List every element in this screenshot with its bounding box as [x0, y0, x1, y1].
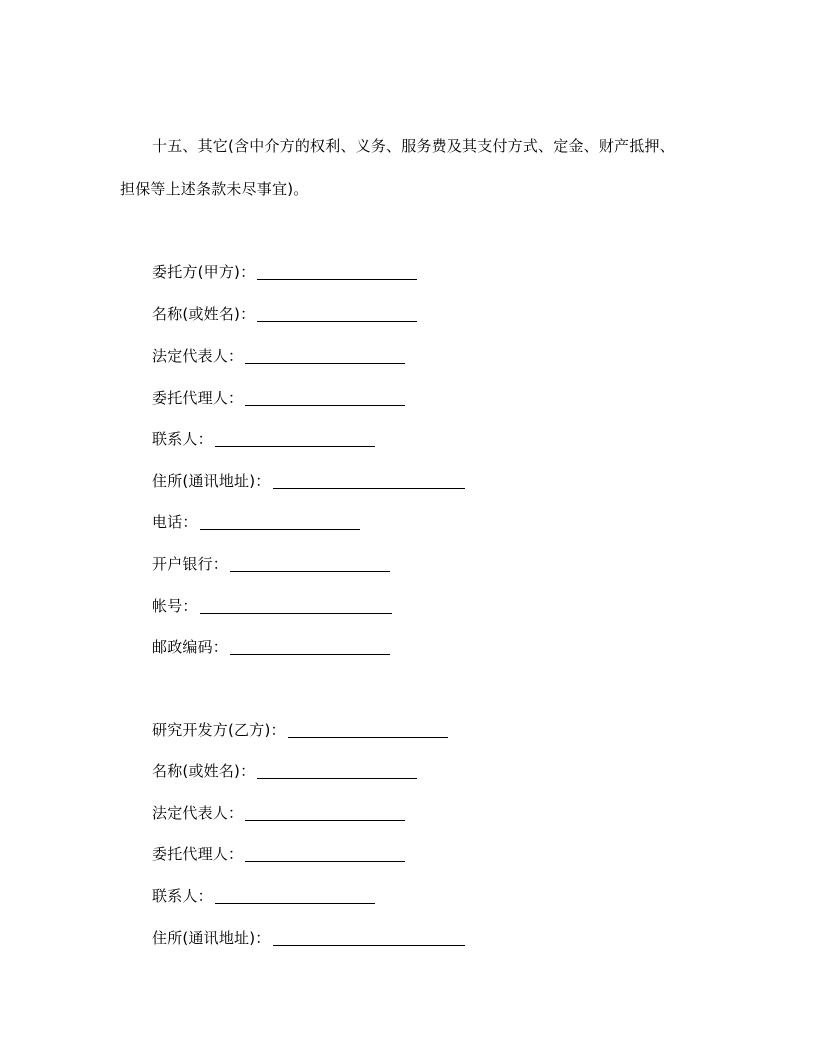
party-a-name-row [152, 302, 417, 324]
party-b-heading: 研究开发方(乙方)： [152, 721, 286, 739]
party-a-account-label: 帐号： [152, 597, 198, 615]
party-a-heading: 委托方(甲方)： [152, 263, 256, 281]
party-a-bank-label: 开户银行： [152, 555, 229, 573]
party-b-heading-blank[interactable] [288, 721, 448, 738]
party-b-contact-label: 联系人： [152, 887, 213, 905]
party-a-account-row [152, 594, 392, 616]
party-a-phone-blank[interactable] [200, 513, 360, 530]
party-b-name-row [152, 759, 417, 781]
party-a-phone-label: 电话： [152, 513, 198, 531]
party-a-address-blank[interactable] [273, 472, 465, 489]
party-a-contact-blank[interactable] [215, 430, 375, 447]
party-b-address-row [152, 926, 465, 948]
party-b-agent-blank[interactable] [245, 845, 405, 862]
party-b-contact-row [152, 884, 375, 906]
party-a-contact-label: 联系人： [152, 430, 213, 448]
party-a-legal-rep-label: 法定代表人： [152, 347, 244, 365]
party-a-address-label: 住所(通讯地址)： [152, 472, 271, 490]
party-a-bank-blank[interactable] [230, 555, 390, 572]
party-b-address-blank[interactable] [273, 929, 465, 946]
party-b-agent-label: 委托代理人： [152, 845, 244, 863]
party-a-name-blank[interactable] [257, 305, 417, 322]
party-b-legal-rep-blank[interactable] [245, 804, 405, 821]
party-a-postal-row [152, 635, 390, 657]
party-b-name-blank[interactable] [257, 762, 417, 779]
clause-line-2: 担保等上述条款未尽事宜)。 [120, 180, 309, 198]
party-a-agent-blank[interactable] [245, 389, 405, 406]
party-b-address-label: 住所(通讯地址)： [152, 929, 271, 947]
party-a-postal-blank[interactable] [230, 638, 390, 655]
party-a-bank-row [152, 552, 390, 574]
party-b-heading-row [152, 718, 448, 740]
party-a-legal-rep-blank[interactable] [245, 347, 405, 364]
party-b-contact-blank[interactable] [215, 887, 375, 904]
party-a-legal-rep-row [152, 344, 405, 366]
party-a-name-label: 名称(或姓名)： [152, 305, 256, 323]
party-b-legal-rep-label: 法定代表人： [152, 804, 244, 822]
party-a-contact-row [152, 427, 375, 449]
party-a-agent-row [152, 386, 405, 408]
party-a-heading-row [152, 260, 417, 282]
party-a-address-row [152, 469, 465, 491]
clause-line-1: 十五、其它(含中介方的权利、义务、服务费及其支付方式、定金、财产抵押、 [152, 137, 675, 155]
party-b-name-label: 名称(或姓名)： [152, 762, 256, 780]
party-a-postal-label: 邮政编码： [152, 638, 229, 656]
party-a-agent-label: 委托代理人： [152, 389, 244, 407]
party-a-heading-blank[interactable] [257, 263, 417, 280]
party-a-account-blank[interactable] [200, 597, 392, 614]
party-b-agent-row [152, 842, 405, 864]
party-a-phone-row [152, 510, 360, 532]
party-b-legal-rep-row [152, 801, 405, 823]
